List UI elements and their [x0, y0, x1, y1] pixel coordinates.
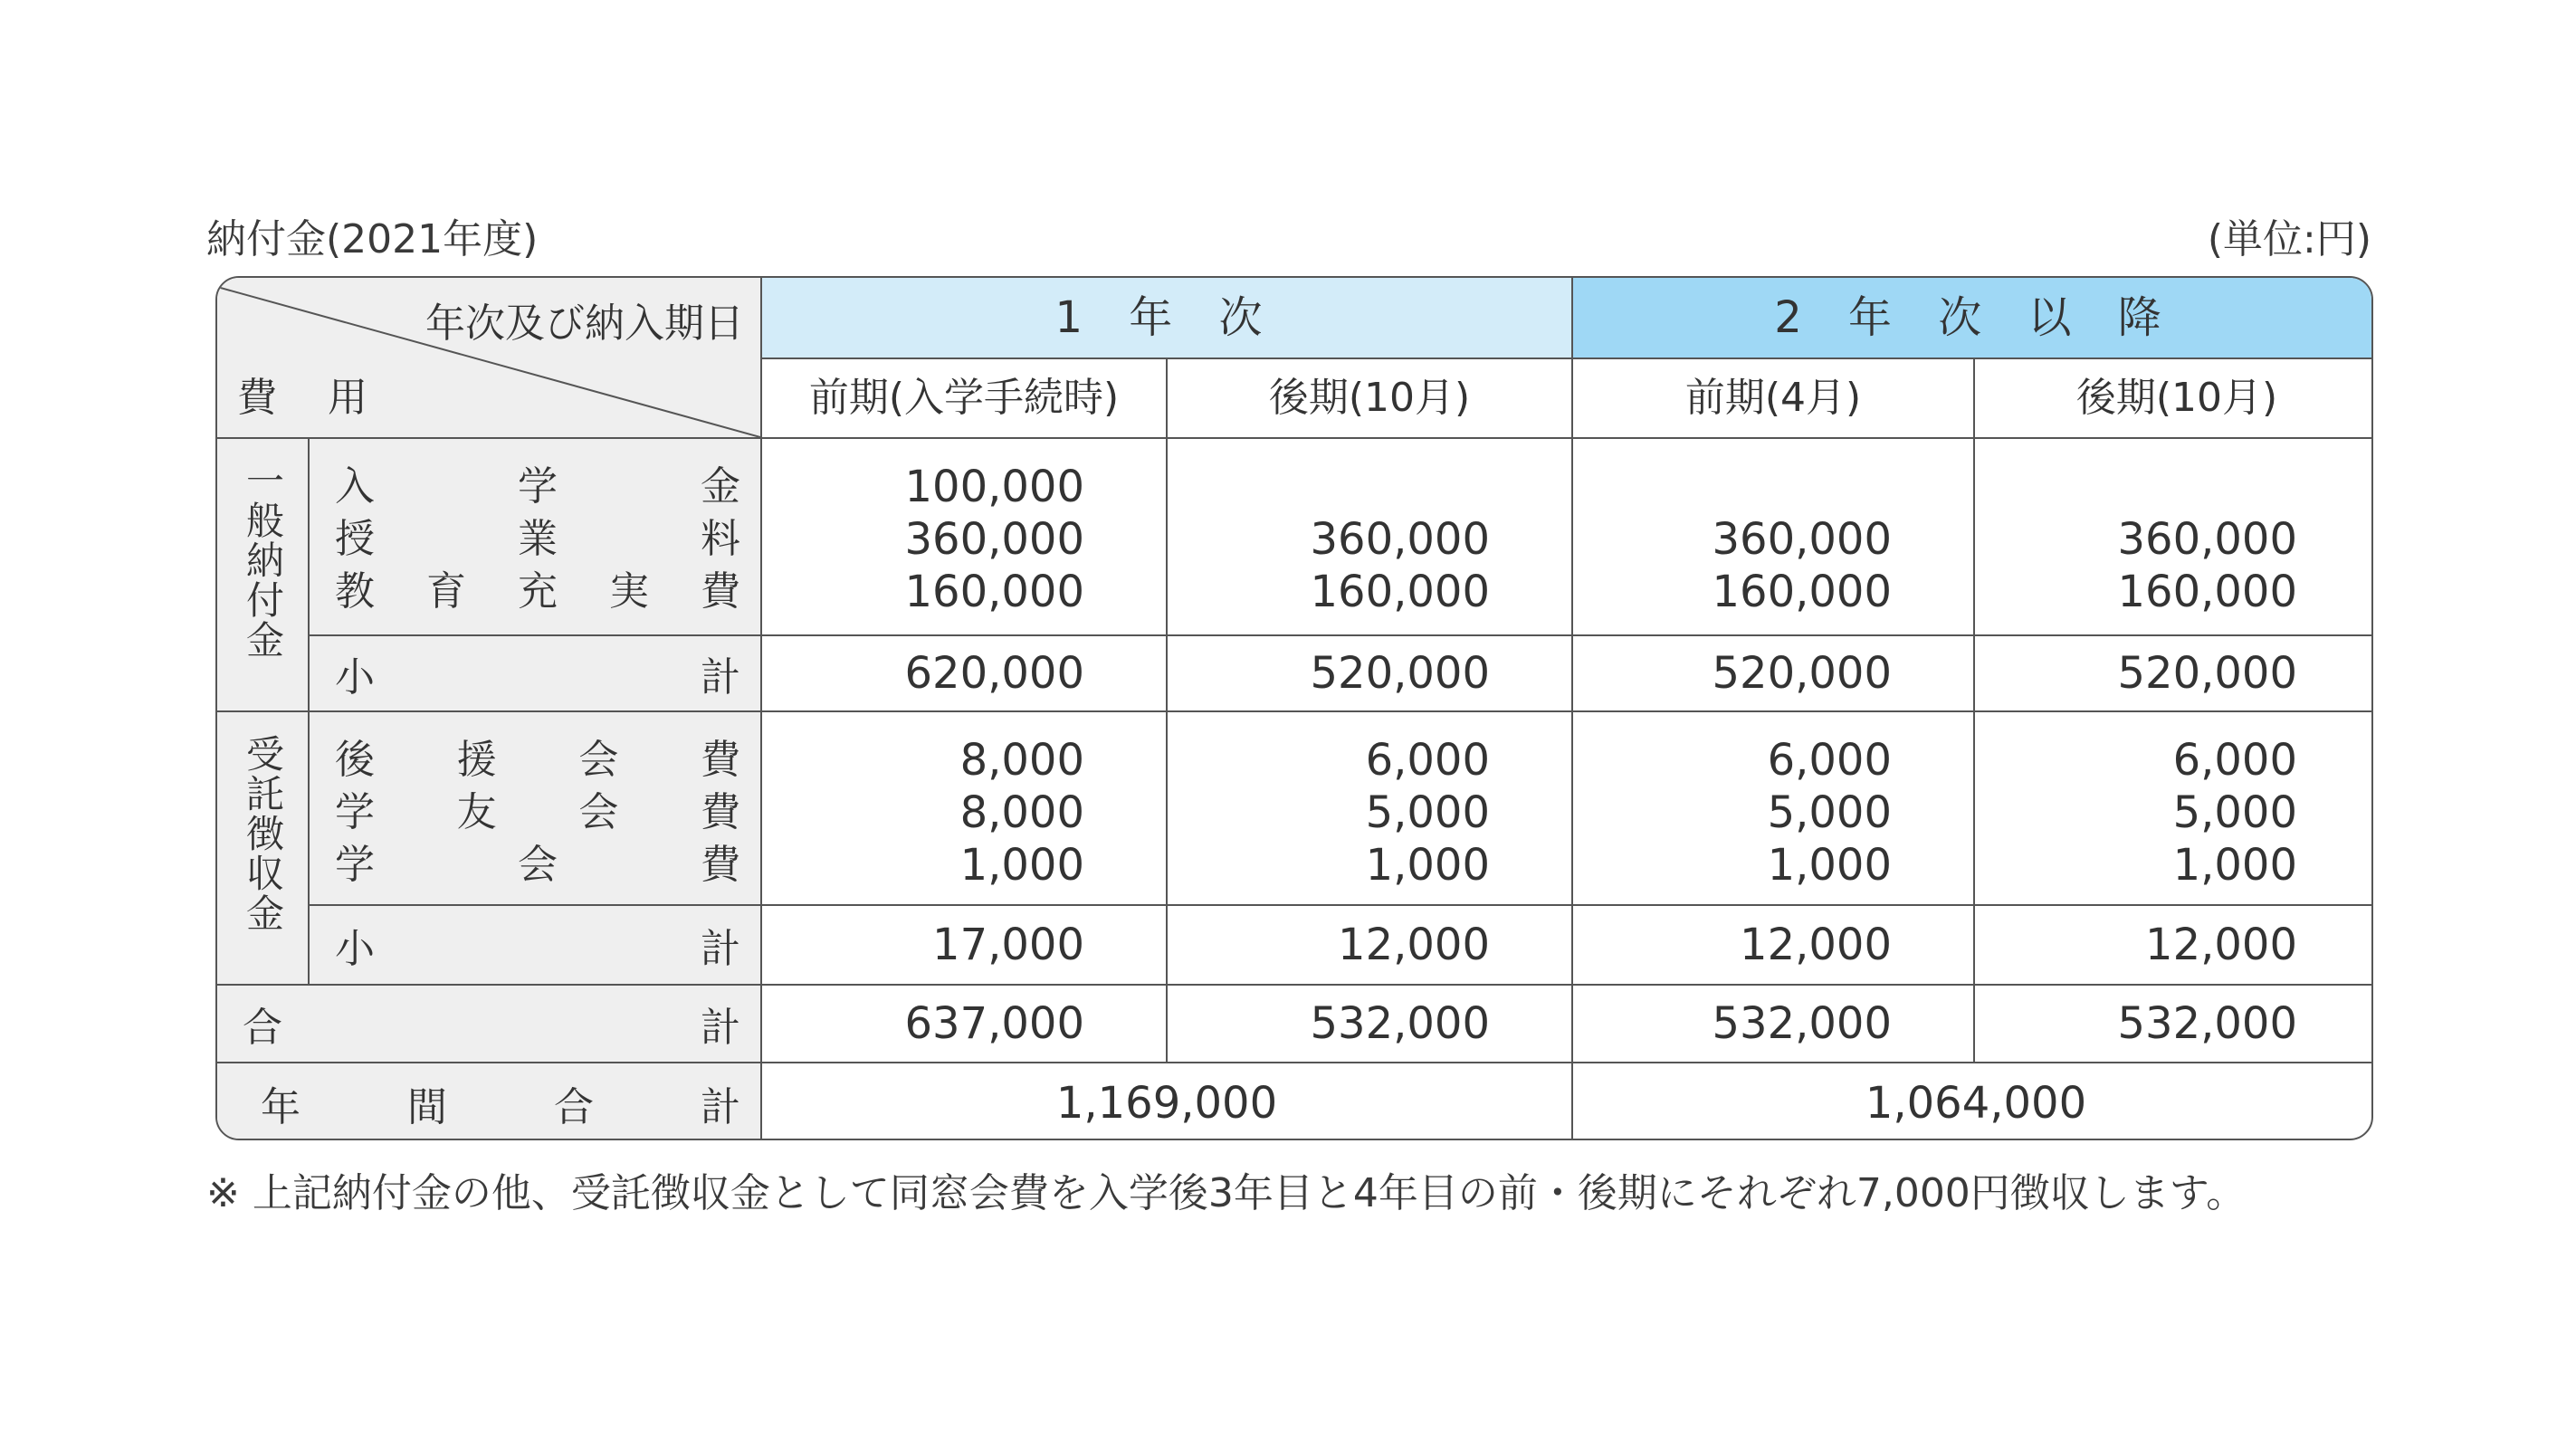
general-col1: 100,000 360,000 160,000 — [762, 439, 1168, 636]
trust-col1: 8,000 8,000 1,000 — [762, 712, 1168, 906]
trust-subtotal-4: 12,000 — [1975, 906, 2373, 986]
trust-subtotal-1: 17,000 — [762, 906, 1168, 986]
label-row: 教 育 充 実 費 — [335, 568, 740, 615]
trust-labels — [310, 712, 762, 906]
general-labels — [310, 439, 762, 636]
general-subtotal-3: 520,000 — [1573, 636, 1975, 712]
total-3: 532,000 — [1573, 986, 1975, 1063]
total-label: 合 計 — [217, 986, 762, 1063]
total-4: 532,000 — [1975, 986, 2373, 1063]
year1-header: 1 年 次 — [762, 278, 1573, 359]
trust-col2: 6,000 5,000 1,000 — [1168, 712, 1573, 906]
label-row: 後 援 会 費 — [335, 737, 740, 783]
label-row: 入 学 金 — [335, 463, 740, 510]
label-row: 学 友 会 費 — [335, 789, 740, 835]
annual-year1: 1,169,000 — [762, 1063, 1573, 1140]
label-row: 学 会 費 — [335, 842, 740, 888]
general-subtotal-2: 520,000 — [1168, 636, 1573, 712]
corner-top-label: 年次及び納入期日 — [425, 300, 744, 347]
table-title: 納付金(2021年度) — [206, 216, 539, 262]
unit-label: (単位:円) — [2207, 216, 2371, 262]
general-col2: 360,000 160,000 — [1168, 439, 1573, 636]
footnote: ※ 上記納付金の他、受託徴収金として同窓会費を入学後3年目と4年目の前・後期にそれぞれ7,000円徴収します。 — [206, 1170, 2247, 1216]
sub-header-3: 前期(4月) — [1573, 359, 1975, 439]
sub-header-4: 後期(10月) — [1975, 359, 2373, 439]
group-trust — [217, 712, 310, 986]
trust-col3: 6,000 5,000 1,000 — [1573, 712, 1975, 906]
total-1: 637,000 — [762, 986, 1168, 1063]
total-2: 532,000 — [1168, 986, 1573, 1063]
general-subtotal-1: 620,000 — [762, 636, 1168, 712]
general-subtotal-4: 520,000 — [1975, 636, 2373, 712]
fee-table — [215, 276, 2373, 1140]
year2-header: 2 年 次 以 降 — [1573, 278, 2373, 359]
annual-label: 年 間 合 計 — [217, 1063, 762, 1140]
annual-year2: 1,064,000 — [1865, 1077, 2087, 1129]
general-subtotal-label: 小 計 — [310, 636, 762, 712]
trust-col4: 6,000 5,000 1,000 — [1975, 712, 2373, 906]
trust-subtotal-2: 12,000 — [1168, 906, 1573, 986]
group-general-label: 一般納付金 — [241, 461, 285, 660]
sub-header-2: 後期(10月) — [1168, 359, 1573, 439]
group-general — [217, 439, 310, 712]
label-row: 授 業 料 — [335, 516, 740, 562]
general-col3: 360,000 160,000 — [1573, 439, 1975, 636]
sub-header-1: 前期(入学手続時) — [762, 359, 1168, 439]
trust-subtotal-label: 小 計 — [310, 906, 762, 986]
group-trust-label: 受託徴収金 — [241, 734, 285, 933]
trust-subtotal-3: 12,000 — [1573, 906, 1975, 986]
general-col4: 360,000 160,000 — [1975, 439, 2373, 636]
corner-bottom-label: 費用 — [237, 375, 418, 421]
header-corner — [217, 278, 762, 439]
